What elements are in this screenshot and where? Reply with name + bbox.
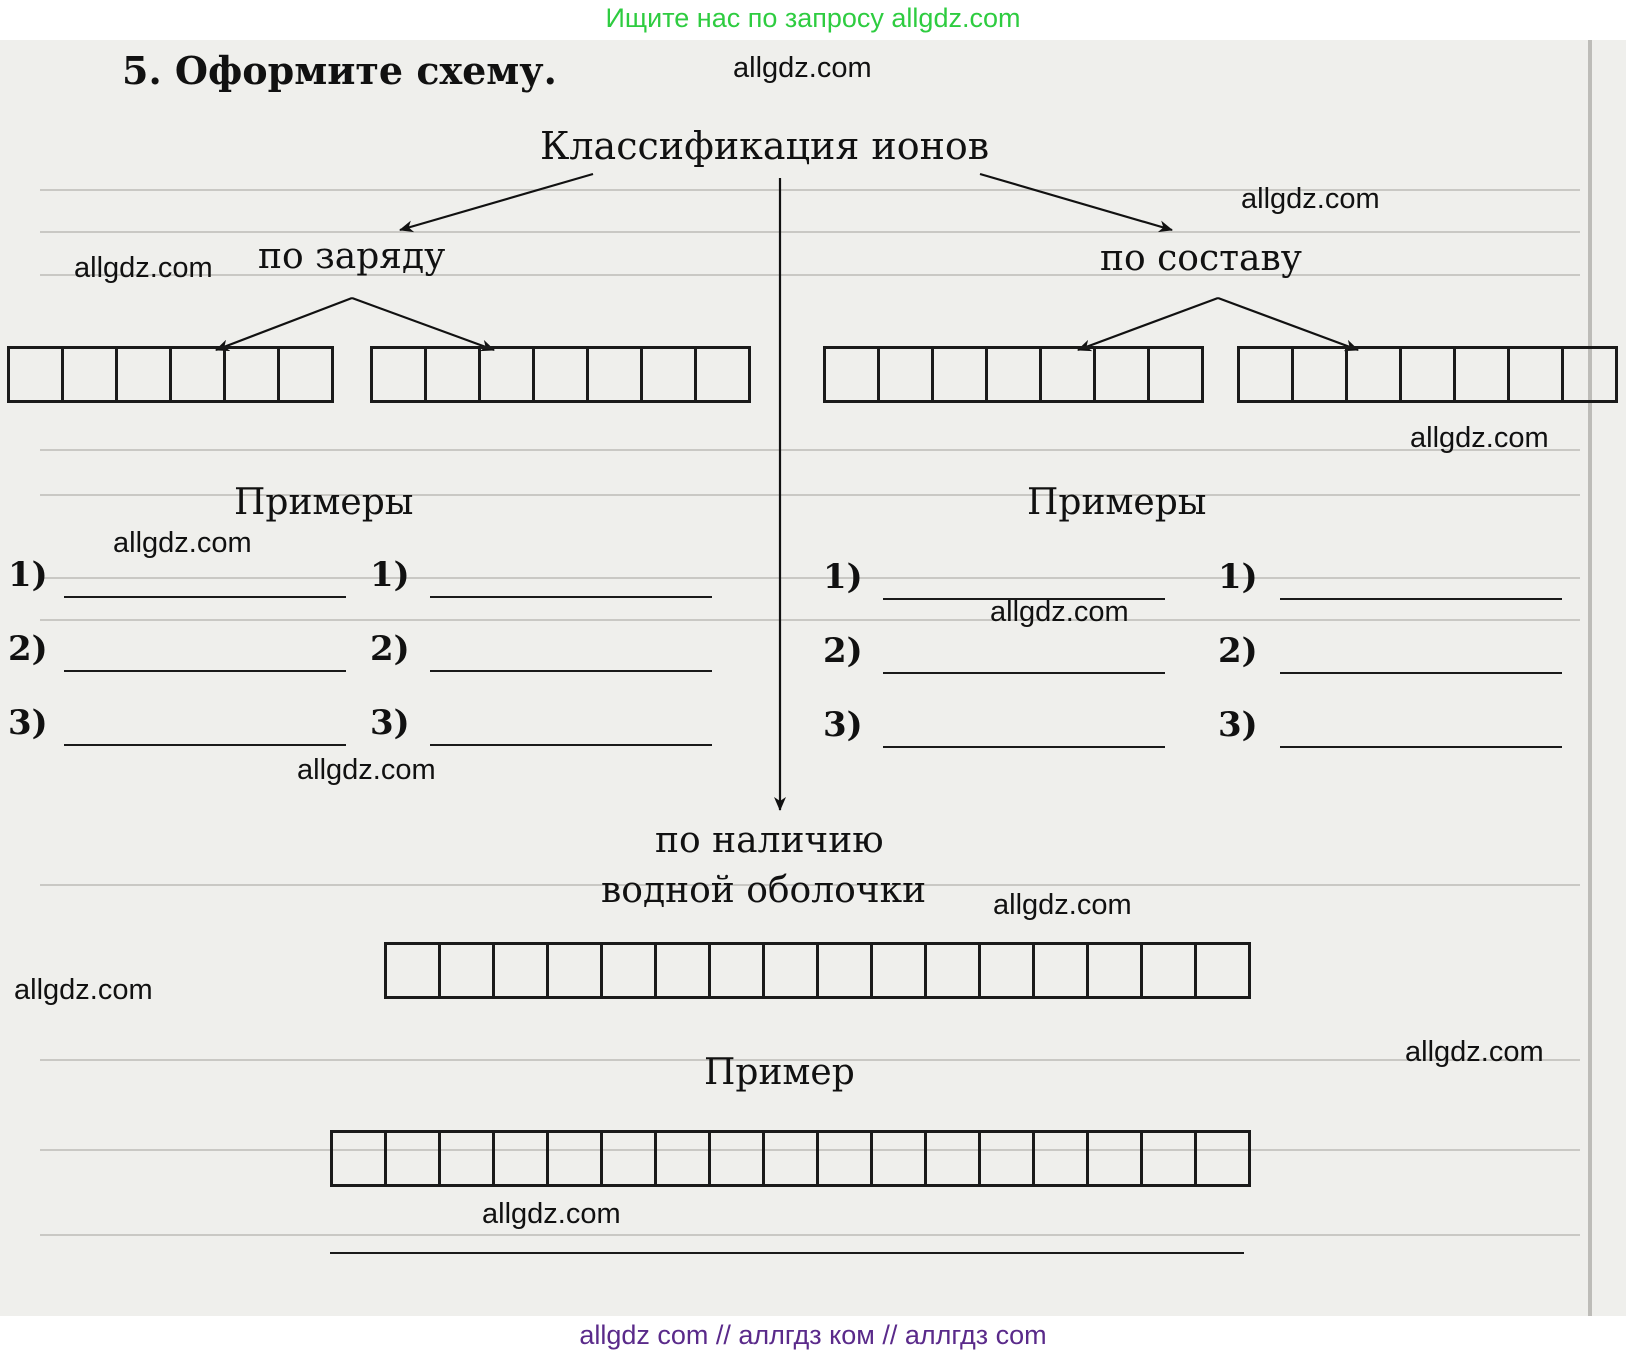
- watermark: allgdz.com: [733, 52, 872, 84]
- bottom-banner[interactable]: allgdz com // аллгдз ком // аллгдз com: [579, 1320, 1047, 1350]
- answer-cell[interactable]: [877, 346, 934, 403]
- branch-by-composition: по составу: [1100, 238, 1302, 279]
- answer-cell[interactable]: [694, 346, 751, 403]
- answer-cell[interactable]: [1507, 346, 1564, 403]
- answer-cell[interactable]: [438, 942, 495, 999]
- answer-cell[interactable]: [1147, 346, 1204, 403]
- scheme-arrows: [0, 40, 1626, 1316]
- answer-boxes-example[interactable]: [330, 1130, 1248, 1187]
- watermark: allgdz.com: [14, 974, 153, 1006]
- answer-line[interactable]: [1280, 746, 1562, 748]
- textbook-page: [0, 40, 1626, 1316]
- answer-cell[interactable]: [978, 1130, 1035, 1187]
- answer-cell[interactable]: [640, 346, 697, 403]
- answer-cell[interactable]: [532, 346, 589, 403]
- examples-right-heading: Примеры: [1027, 482, 1207, 523]
- answer-cell[interactable]: [1140, 1130, 1197, 1187]
- watermark: allgdz.com: [993, 889, 1132, 921]
- watermark: allgdz.com: [74, 252, 213, 284]
- answer-cell[interactable]: [586, 346, 643, 403]
- answer-cell[interactable]: [870, 942, 927, 999]
- answer-boxes-water-shell[interactable]: [384, 942, 1248, 999]
- answer-cell[interactable]: [546, 942, 603, 999]
- branch-water-shell-line2: водной оболочки: [601, 870, 927, 911]
- answer-cell[interactable]: [1399, 346, 1456, 403]
- answer-cell[interactable]: [762, 1130, 819, 1187]
- answer-cell[interactable]: [870, 1130, 927, 1187]
- example-number: 2): [823, 631, 863, 671]
- answer-cell[interactable]: [931, 346, 988, 403]
- answer-cell[interactable]: [1086, 942, 1143, 999]
- answer-cell[interactable]: [985, 346, 1042, 403]
- watermark: allgdz.com: [482, 1198, 621, 1230]
- answer-line[interactable]: [430, 744, 712, 746]
- answer-cell[interactable]: [384, 1130, 441, 1187]
- answer-cell[interactable]: [1194, 942, 1251, 999]
- answer-cell[interactable]: [384, 942, 441, 999]
- task-heading: 5. Оформите схему.: [122, 48, 557, 93]
- answer-line[interactable]: [1280, 598, 1562, 600]
- answer-cell[interactable]: [370, 346, 427, 403]
- answer-boxes-charge-1[interactable]: [7, 346, 331, 403]
- examples-left-heading: Примеры: [234, 482, 414, 523]
- answer-cell[interactable]: [61, 346, 118, 403]
- example-number: 2): [8, 629, 48, 669]
- answer-cell[interactable]: [1561, 346, 1618, 403]
- answer-cell[interactable]: [1032, 1130, 1089, 1187]
- answer-cell[interactable]: [1032, 942, 1089, 999]
- watermark: allgdz.com: [1405, 1036, 1544, 1068]
- answer-line[interactable]: [430, 670, 712, 672]
- answer-cell[interactable]: [816, 942, 873, 999]
- answer-cell[interactable]: [478, 346, 535, 403]
- answer-boxes-composition-1[interactable]: [823, 346, 1201, 403]
- watermark: allgdz.com: [1241, 183, 1380, 215]
- answer-cell[interactable]: [816, 1130, 873, 1187]
- branch-water-shell-line1: по наличию: [655, 820, 884, 861]
- answer-line[interactable]: [430, 596, 712, 598]
- watermark: allgdz.com: [990, 596, 1129, 628]
- example-single-heading: Пример: [704, 1052, 855, 1093]
- answer-cell[interactable]: [823, 346, 880, 403]
- answer-cell[interactable]: [1140, 942, 1197, 999]
- answer-cell[interactable]: [1453, 346, 1510, 403]
- answer-cell[interactable]: [424, 346, 481, 403]
- answer-cell[interactable]: [1086, 1130, 1143, 1187]
- answer-cell[interactable]: [924, 1130, 981, 1187]
- answer-cell[interactable]: [169, 346, 226, 403]
- answer-line[interactable]: [64, 596, 346, 598]
- example-number: 3): [823, 705, 863, 745]
- answer-cell[interactable]: [1345, 346, 1402, 403]
- answer-line[interactable]: [1280, 672, 1562, 674]
- answer-cell[interactable]: [546, 1130, 603, 1187]
- answer-cell[interactable]: [492, 942, 549, 999]
- example-number: 2): [1218, 631, 1258, 671]
- answer-cell[interactable]: [223, 346, 280, 403]
- answer-boxes-charge-2[interactable]: [370, 346, 748, 403]
- answer-cell[interactable]: [1039, 346, 1096, 403]
- answer-cell[interactable]: [762, 942, 819, 999]
- answer-cell[interactable]: [600, 942, 657, 999]
- answer-line[interactable]: [883, 746, 1165, 748]
- watermark: allgdz.com: [113, 527, 252, 559]
- answer-line[interactable]: [64, 744, 346, 746]
- answer-cell[interactable]: [708, 942, 765, 999]
- answer-cell[interactable]: [277, 346, 334, 403]
- answer-cell[interactable]: [1237, 346, 1294, 403]
- example-number: 1): [370, 555, 410, 595]
- answer-boxes-composition-2[interactable]: [1237, 346, 1615, 403]
- answer-line[interactable]: [64, 670, 346, 672]
- answer-cell[interactable]: [1291, 346, 1348, 403]
- answer-cell[interactable]: [708, 1130, 765, 1187]
- answer-line[interactable]: [883, 672, 1165, 674]
- top-banner[interactable]: Ищите нас по запросу allgdz.com: [605, 3, 1021, 33]
- answer-cell[interactable]: [1093, 346, 1150, 403]
- answer-cell[interactable]: [654, 942, 711, 999]
- answer-cell[interactable]: [924, 942, 981, 999]
- example-number: 3): [8, 703, 48, 743]
- answer-cell[interactable]: [600, 1130, 657, 1187]
- answer-cell[interactable]: [115, 346, 172, 403]
- watermark: allgdz.com: [297, 754, 436, 786]
- answer-cell[interactable]: [7, 346, 64, 403]
- answer-cell[interactable]: [330, 1130, 387, 1187]
- answer-cell[interactable]: [1194, 1130, 1251, 1187]
- branch-by-charge: по заряду: [258, 236, 446, 277]
- answer-line[interactable]: [330, 1252, 1244, 1254]
- example-number: 3): [370, 703, 410, 743]
- example-number: 2): [370, 629, 410, 669]
- answer-cell[interactable]: [438, 1130, 495, 1187]
- example-number: 1): [1218, 557, 1258, 597]
- answer-cell[interactable]: [492, 1130, 549, 1187]
- watermark: allgdz.com: [1410, 422, 1549, 454]
- example-number: 1): [823, 557, 863, 597]
- scheme-title: Классификация ионов: [540, 124, 990, 168]
- example-number: 3): [1218, 705, 1258, 745]
- answer-cell[interactable]: [978, 942, 1035, 999]
- example-number: 1): [8, 555, 48, 595]
- answer-cell[interactable]: [654, 1130, 711, 1187]
